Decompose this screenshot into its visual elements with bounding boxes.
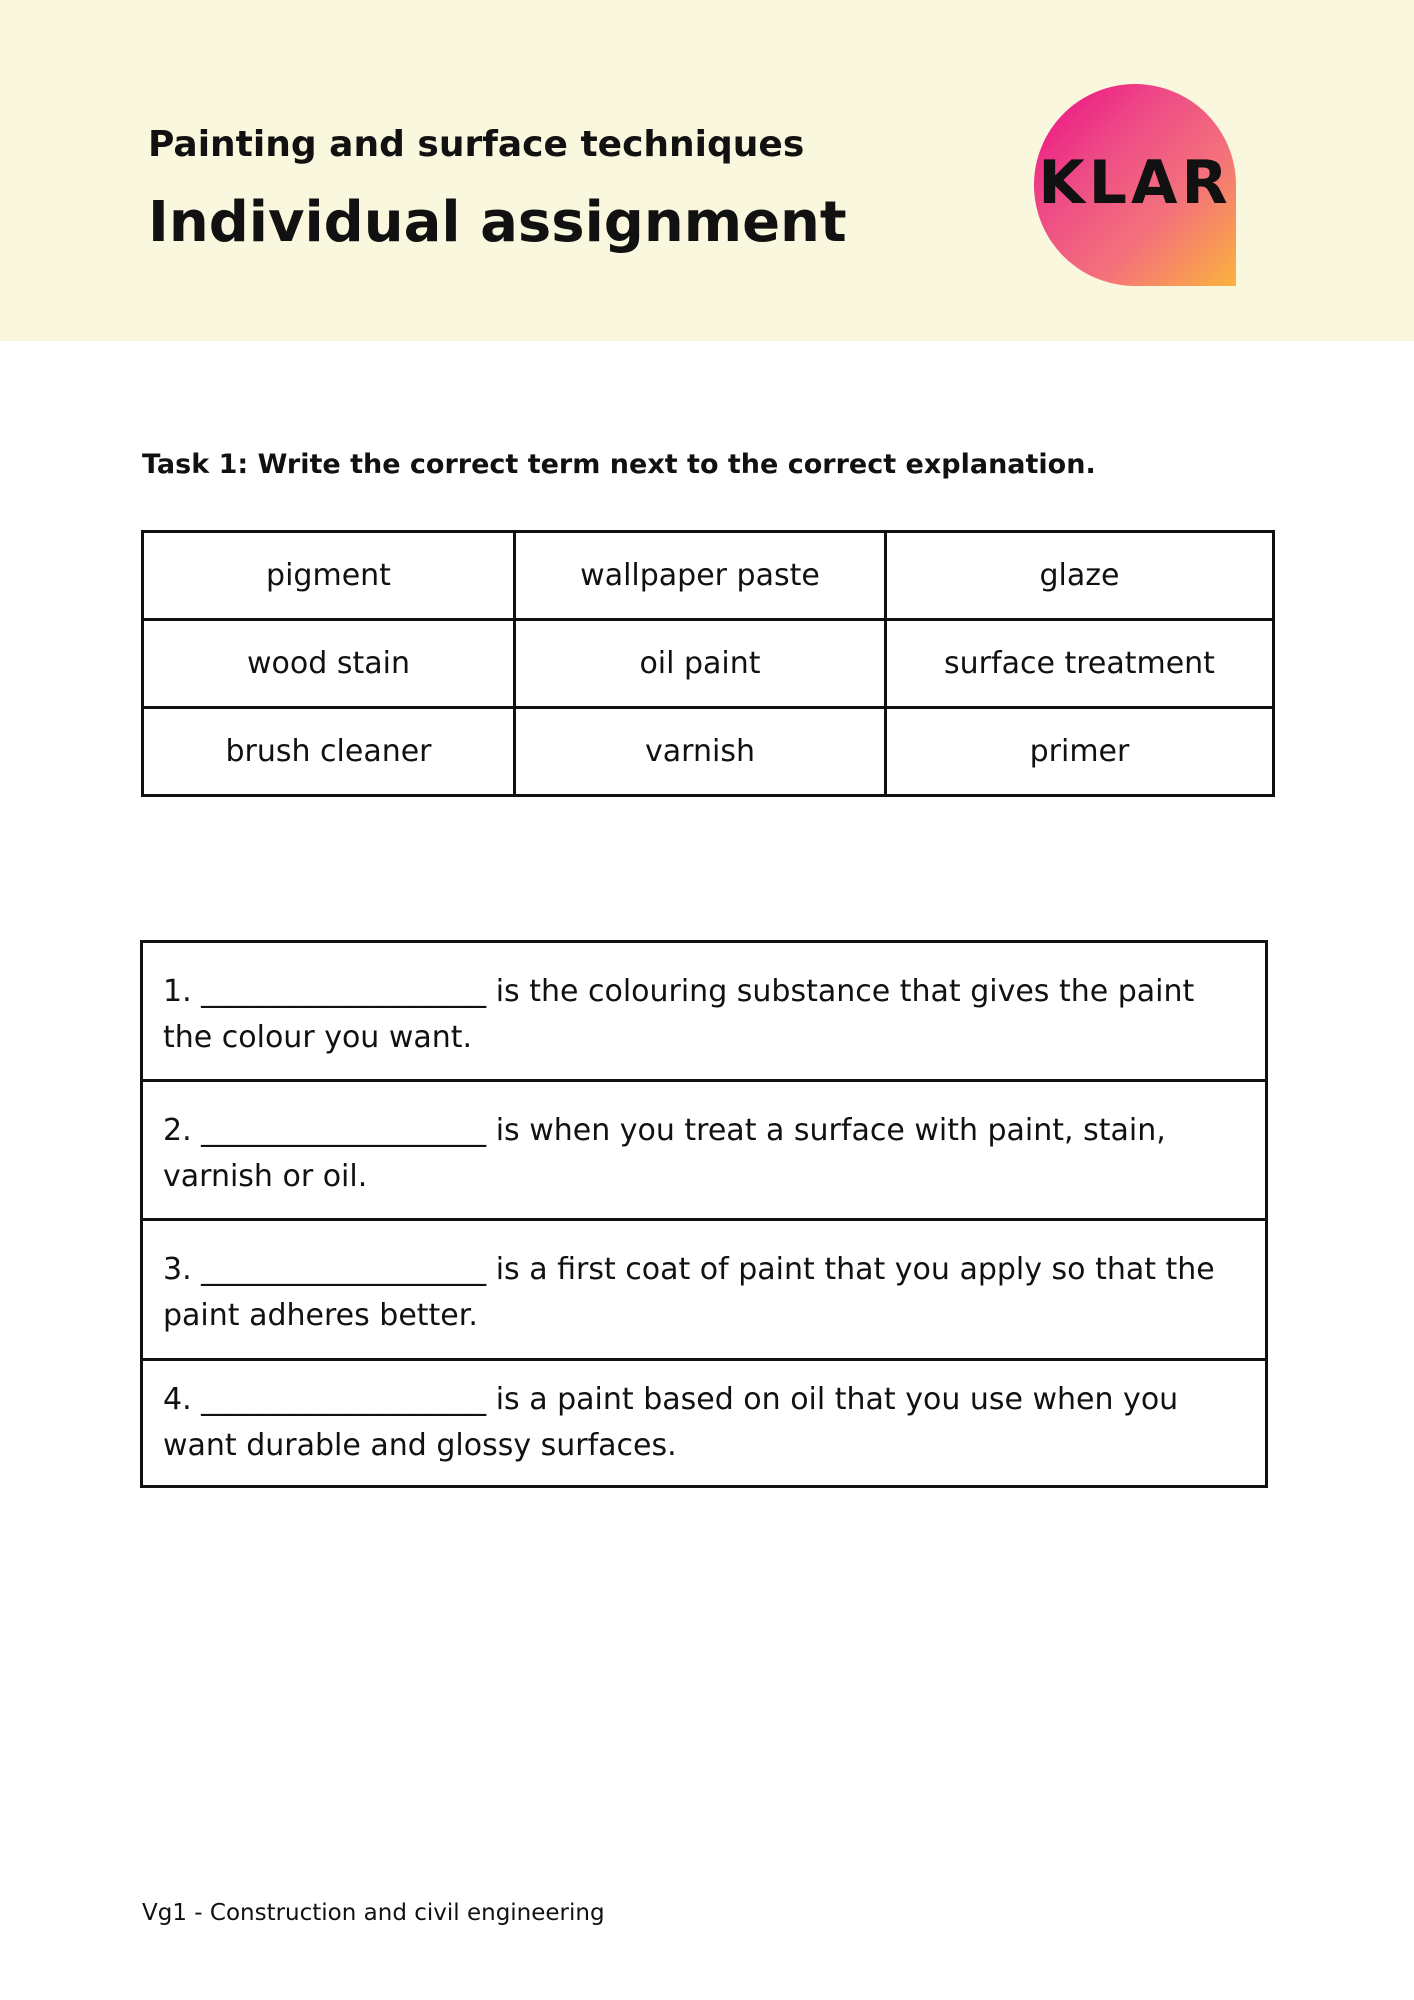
sentence-item: 3. ___________________ is a first coat of paint that you apply so that the paint adheres better. [143,1218,1265,1358]
term-cell: varnish [515,708,886,796]
sentence-item: 2. ___________________ is when you treat a surface with paint, stain, varnish or oil. [143,1079,1265,1218]
term-cell: pigment [143,532,515,620]
page-title: Individual assignment [148,190,847,255]
sentence-item: 1. ___________________ is the colouring substance that gives the paint the colour you want. [163,974,1195,1055]
footer-text: Vg1 - Construction and civil engineering [142,1900,605,1926]
term-cell: primer [886,708,1274,796]
header-band [0,0,1414,341]
task-heading: Task 1: Write the correct term next to the correct explanation. [142,449,1096,480]
sentence-list [140,940,1268,1488]
term-cell: surface treatment [886,620,1274,708]
term-row [143,708,1274,796]
term-table [141,530,1275,797]
term-cell: glaze [886,532,1274,620]
term-cell: oil paint [515,620,886,708]
term-row [143,620,1274,708]
term-cell: wood stain [143,620,515,708]
logo-text: KLAR [1038,148,1232,218]
term-row [143,532,1274,620]
sentence-item: 4. ___________________ is a paint based on oil that you use when you want durable and glossy surfaces. [143,1358,1265,1485]
term-cell: brush cleaner [143,708,515,796]
klar-logo [1034,84,1236,286]
term-cell: wallpaper paste [515,532,886,620]
subject-subtitle: Painting and surface techniques [148,124,805,165]
